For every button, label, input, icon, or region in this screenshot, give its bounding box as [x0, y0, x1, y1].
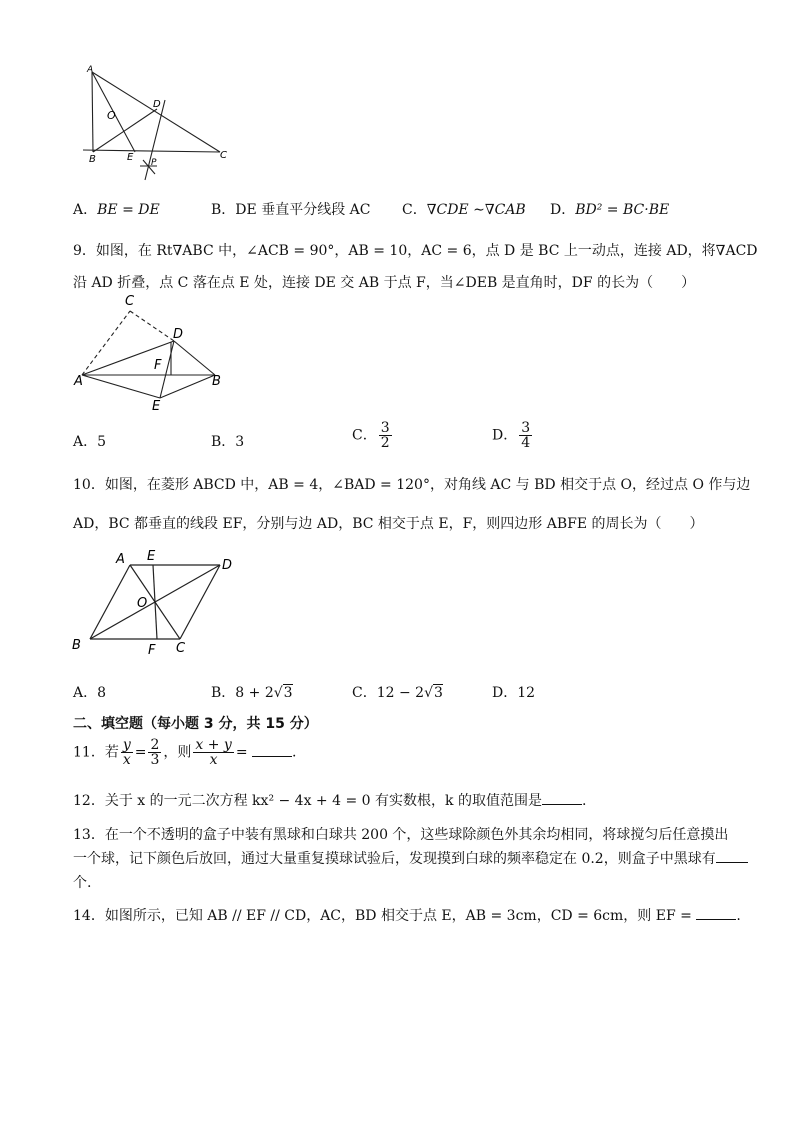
q12-answer-blank[interactable] [542, 792, 582, 805]
q11-answer-blank[interactable] [252, 744, 292, 757]
q8-option-d[interactable] [550, 199, 669, 219]
q13-line2-text: 一个球，记下颜色后放回，通过大量重复摸球试验后，发现摸到白球的频率稳定在 0.2，则盒子中黑球有 [73, 851, 716, 867]
q8-option-d-label: D． [550, 202, 576, 218]
q9-stem-line2: 沿 AD 折叠，点 C 落在点 E 处，连接 DE 交 AB 于点 F，当∠DEB 是直角时，DF 的长为（ ） [73, 275, 696, 291]
q10-figure [68, 545, 248, 660]
q10-stem-line1: 10．如图，在菱形 ABCD 中，AB = 4，∠BAD = 120°，对角线 AC 与 BD 相交于点 O，经过点 O 作与边 [73, 477, 751, 493]
q9-d-numerator: 3 [521, 420, 531, 436]
q9-option-c[interactable] [352, 421, 394, 450]
q13-line2 [73, 848, 748, 868]
radical-sign-icon: √ [273, 685, 283, 701]
q11-end: . [292, 744, 297, 761]
q8-option-b-text: DE 垂直平分线段 AC [235, 202, 371, 218]
q10-option-b[interactable] [211, 682, 293, 702]
fig8-label-b: B [89, 154, 96, 165]
q9-stem-line1: 9．如图，在 Rt∇ABC 中，∠ACB = 90°，AB = 10，AC = 6，点 D 是 BC 上一动点，连接 AD，将∇ACD [73, 243, 758, 259]
q13-line3: 个. [73, 875, 92, 891]
q9-c-denominator: 2 [380, 435, 390, 451]
q10-option-c-label: C． [352, 685, 377, 701]
q10-option-d[interactable]: D．12 [492, 685, 536, 701]
q11-fraction-expression [193, 738, 233, 767]
fig8-label-d: D [153, 99, 161, 110]
q10-option-c-radicand: 3 [434, 685, 443, 701]
fig9-label-e: E [152, 399, 161, 414]
q11-f1-denominator: x [122, 752, 131, 768]
q10-option-c-pre: 12 − 2 [376, 685, 425, 701]
q8-option-c-label: C． [402, 202, 427, 218]
q10-option-c[interactable] [352, 682, 443, 702]
q10-option-b-label: B． [211, 685, 236, 701]
q11-f3-numerator: x + y [195, 737, 232, 753]
q9-option-d-label: D． [492, 427, 518, 444]
fig10-label-a: A [116, 552, 125, 567]
section-heading: 二、填空题（每小题 3 分，共 15 分） [73, 716, 318, 732]
q8-option-b-label: B． [211, 202, 236, 218]
fig9-label-a: A [74, 374, 83, 389]
q8-option-b[interactable] [211, 199, 370, 219]
q8-option-c[interactable] [402, 199, 526, 219]
q8-figure [75, 62, 235, 187]
fig9-label-b: B [212, 374, 221, 389]
fig8-label-c: C [220, 150, 227, 161]
q14 [73, 905, 741, 925]
q12 [73, 790, 586, 810]
q9-option-c-fraction [379, 421, 392, 450]
q11-f2-denominator: 3 [150, 752, 160, 768]
q11-prefix: 11．若 [73, 744, 119, 761]
q8-option-d-text: BD² = BC·BE [575, 202, 670, 218]
q11-f3-denominator: x [209, 752, 218, 768]
q8-option-a-text: BE = DE [97, 202, 160, 218]
q11-mid: ，则 [163, 744, 192, 761]
q10-option-b-radicand: 3 [283, 685, 293, 701]
q11-fraction-y-over-x [121, 738, 133, 767]
fig8-label-p: P [151, 158, 157, 168]
fig8-label-e: E [127, 152, 134, 163]
q14-answer-blank[interactable] [696, 907, 736, 920]
fig10-label-e: E [147, 549, 156, 564]
q9-c-numerator: 3 [380, 420, 390, 436]
q12-text: 12．关于 x 的一元二次方程 kx² − 4x + 4 = 0 有实数根，k 的取值范围是 [73, 793, 542, 809]
q10-option-a[interactable]: A．8 [73, 685, 107, 701]
q8-option-a[interactable] [73, 199, 160, 219]
q14-text: 14．如图所示，已知 AB // EF // CD，AC，BD 相交于点 E，AB = 3cm，CD = 6cm，则 EF = [73, 908, 692, 924]
q11-equals-2: = [235, 744, 248, 761]
q10-stem-line2: AD，BC 都垂直的线段 EF，分别与边 AD，BC 相交于点 E，F，则四边形 ABFE 的周长为（ ） [73, 516, 704, 532]
fig8-label-o: O [107, 109, 116, 122]
q10-option-b-pre: 8 + 2 [235, 685, 274, 701]
q11-f1-numerator: y [122, 737, 131, 753]
q13-line1: 13．在一个不透明的盒子中装有黑球和白球共 200 个，这些球除颜色外其余均相同，将球搅匀后任意摸出 [73, 827, 729, 843]
q8-option-a-label: A． [73, 202, 98, 218]
q9-figure [70, 290, 240, 415]
q14-end: . [736, 908, 741, 924]
fig10-label-f: F [148, 643, 156, 658]
fig10-label-d: D [222, 558, 233, 573]
fig10-label-b: B [72, 638, 81, 653]
q13-answer-blank[interactable] [716, 850, 748, 863]
fig9-label-c: C [125, 294, 135, 309]
q9-option-c-label: C． [352, 427, 377, 444]
q9-option-a[interactable]: A．5 [73, 434, 107, 450]
q9-option-d-fraction [519, 421, 532, 450]
radical-sign-icon: √ [424, 685, 433, 701]
q8-option-c-text: ∇CDE ∼∇CAB [426, 202, 526, 218]
fig10-label-o: O [137, 596, 148, 611]
q11-f2-numerator: 2 [150, 737, 160, 753]
fig9-label-d: D [173, 327, 184, 342]
fig10-label-c: C [176, 641, 186, 656]
q9-option-d[interactable] [492, 421, 534, 450]
fig9-label-f: F [154, 358, 162, 373]
q11-fraction-two-thirds [148, 738, 161, 767]
q11 [73, 738, 296, 767]
q11-equals: = [134, 744, 147, 761]
fig8-label-a: A [87, 65, 94, 75]
q12-end: . [581, 793, 587, 809]
q9-d-denominator: 4 [521, 435, 531, 451]
q9-option-b[interactable]: B．3 [211, 434, 245, 450]
